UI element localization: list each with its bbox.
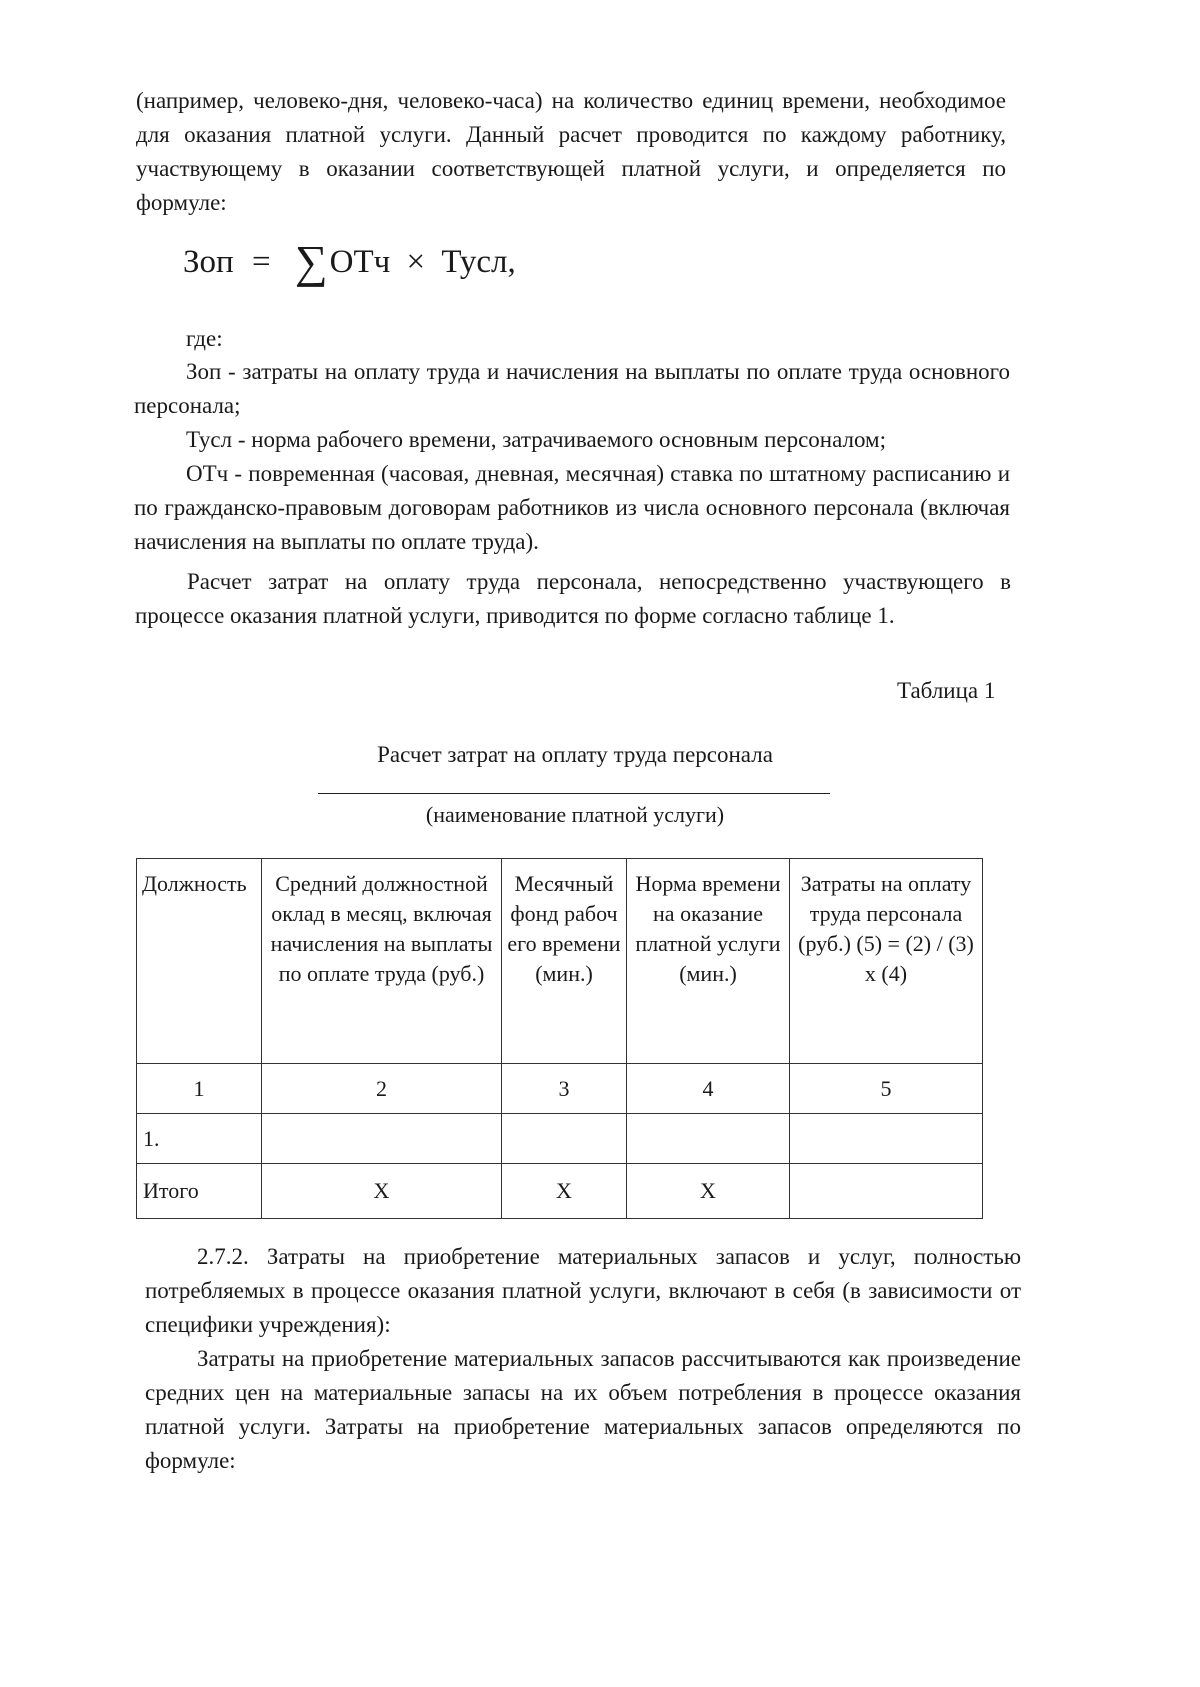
service-name-line xyxy=(318,793,830,794)
table-row xyxy=(137,1114,983,1164)
header-monthly-time-fund: Месячный фонд рабочего времени (мин.) xyxy=(502,859,627,1064)
formula-lhs: Зоп xyxy=(183,244,234,280)
table-cell xyxy=(262,1114,502,1164)
col-number: 1 xyxy=(137,1064,262,1114)
table-cell xyxy=(790,1164,983,1219)
definition-otch: ОТч - повременная (часовая, дневная, месячная) ставка по штатному расписанию и по гражданско-правовым договорам работников из числа основного персонала (включая начисления на выплаты по оплате труда). xyxy=(134,461,1010,554)
table-caption: Таблица 1 xyxy=(897,678,996,703)
table-number-row xyxy=(137,1064,983,1114)
section-2-7-2-text: 2.7.2. Затраты на приобретение материальных запасов и услуг, полностью потребляемых в процессе оказания платной услуги, включают в себя (в зависимости от специфики учреждения): xyxy=(145,1244,1021,1337)
table-cell: X xyxy=(627,1164,790,1219)
table-total-row xyxy=(137,1164,983,1219)
header-position: Должность xyxy=(137,859,262,1064)
table-reference-text: Расчет затрат на оплату труда персонала, непосредственно участвующего в процессе оказания платной услуги, приводится по форме согласно таблице 1. xyxy=(135,569,1011,628)
labor-cost-formula xyxy=(183,236,516,287)
header-labor-cost: Затраты на оплату труда персонала (руб.) (5) = (2) / (3) x (4) xyxy=(790,859,983,1064)
definition-tusl: Тусл - норма рабочего времени, затрачиваемого основным персоналом; xyxy=(186,427,886,452)
where-label: где: xyxy=(186,326,223,351)
header-avg-salary: Средний должностной оклад в месяц, включая начисления на выплаты по оплате труда (руб.) xyxy=(262,859,502,1064)
materials-paragraph: Затраты на приобретение материальных запасов рассчитываются как произведение средних цен на материальные запасы на их объем потребления в процессе оказания платной услуги. Затраты на приобретение материальных запасов определяются по формуле: xyxy=(145,1346,1021,1473)
table-title: Расчет затрат на оплату труда персонала xyxy=(377,742,773,767)
table-cell: X xyxy=(262,1164,502,1219)
intro-text: (например, человеко-дня, человеко-часа) на количество единиц времени, необходимое для оказания платной услуги. Данный расчет проводится по каждому работнику, участвующему в оказании соответствующей платной услуги, и определяется по формуле: xyxy=(136,88,1006,215)
service-name-label: (наименование платной услуги) xyxy=(425,802,725,827)
col-number: 5 xyxy=(790,1064,983,1114)
definitions-block xyxy=(134,355,1010,559)
table-cell: 1. xyxy=(137,1114,262,1164)
table-header-row xyxy=(137,859,983,1064)
table-cell: X xyxy=(502,1164,627,1219)
definition-zop: Зоп - затраты на оплату труда и начисления на выплаты по оплате труда основного персонала; xyxy=(134,359,1010,418)
table-cell xyxy=(627,1114,790,1164)
table-cell: Итого xyxy=(137,1164,262,1219)
table-cell xyxy=(790,1114,983,1164)
intro-paragraph xyxy=(136,84,1006,220)
formula-term-rate: ОТч xyxy=(329,244,391,280)
col-number: 3 xyxy=(502,1064,627,1114)
section-2-7-2-paragraph xyxy=(145,1240,1021,1478)
header-time-norm: Норма времени на оказание платной услуги (мин.) xyxy=(627,859,790,1064)
formula-term-time: Тусл, xyxy=(441,244,516,280)
sum-symbol: ∑ xyxy=(294,236,328,287)
formula-times: × xyxy=(406,244,426,280)
table-cell xyxy=(502,1114,627,1164)
formula-equals: = xyxy=(251,244,271,280)
table-reference-paragraph xyxy=(135,565,1011,633)
col-number: 4 xyxy=(627,1064,790,1114)
col-number: 2 xyxy=(262,1064,502,1114)
labor-cost-table xyxy=(136,858,983,1219)
